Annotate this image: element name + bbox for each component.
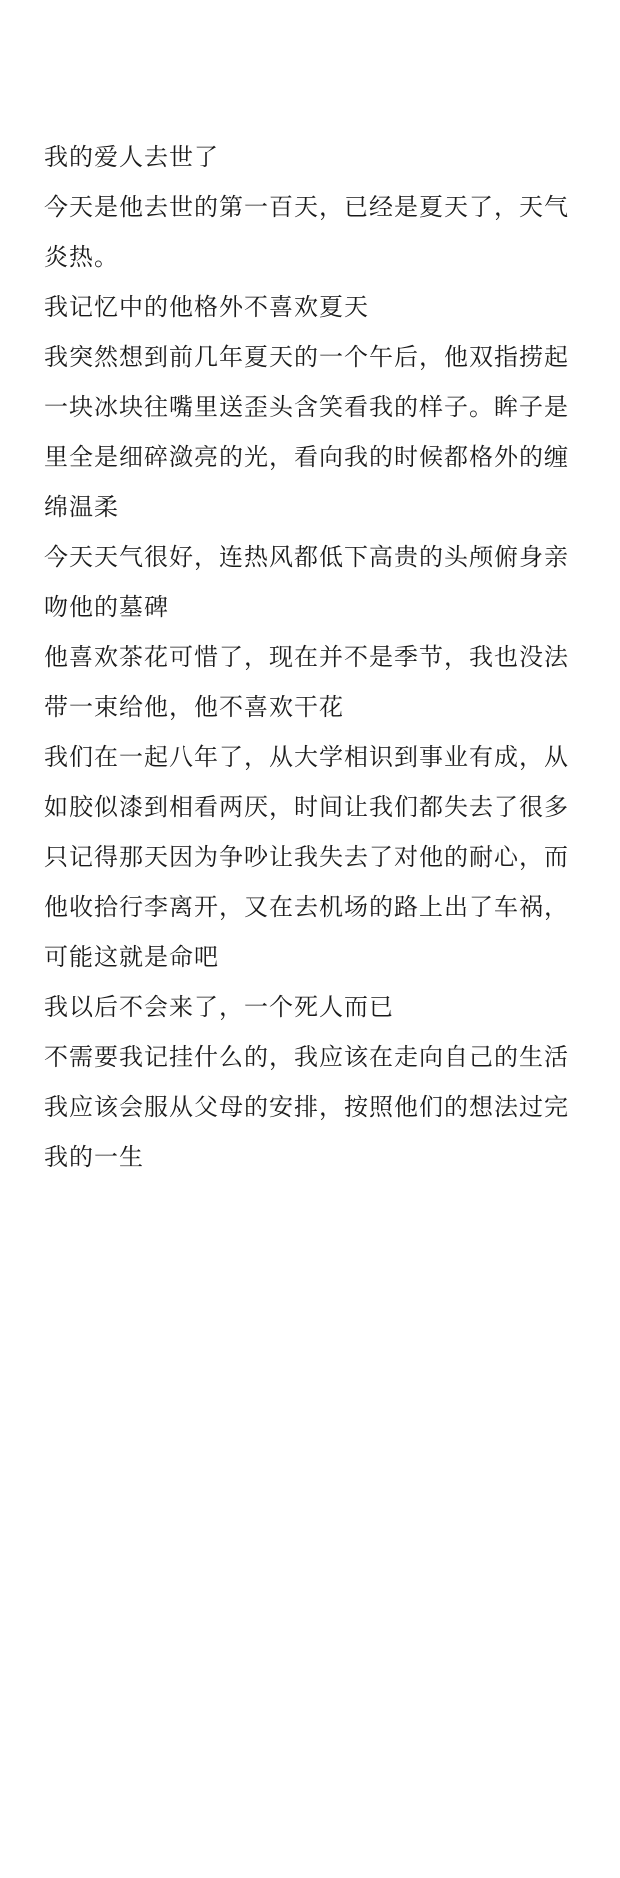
paragraph: 我记忆中的他格外不喜欢夏天 [44, 293, 369, 321]
paragraph: 今天天气很好，连热风都低下高贵的头颅俯身亲吻他的墓碑 [44, 543, 569, 621]
note-text [44, 132, 576, 1182]
paragraph: 今天是他去世的第一百天，已经是夏天了，天气炎热。 [44, 193, 569, 271]
paragraph: 我突然想到前几年夏天的一个午后，他双指捞起一块冰块往嘴里送歪头含笑看我的样子。眸子是里全是细碎潋亮的光，看向我的时候都格外的缠绵温柔 [44, 343, 569, 521]
paragraph: 他喜欢茶花可惜了，现在并不是季节，我也没法带一束给他，他不喜欢干花 [44, 643, 569, 721]
paragraph: 不需要我记挂什么的，我应该在走向自己的生活 [44, 1043, 569, 1071]
paragraph: 我应该会服从父母的安排，按照他们的想法过完我的一生 [44, 1093, 569, 1171]
paragraph: 只记得那天因为争吵让我失去了对他的耐心，而他收拾行李离开，又在去机场的路上出了车祸，可能这就是命吧 [44, 843, 569, 971]
paragraph: 我们在一起八年了，从大学相识到事业有成，从如胶似漆到相看两厌，时间让我们都失去了很多 [44, 743, 569, 821]
paragraph: 我以后不会来了，一个死人而已 [44, 993, 394, 1021]
paragraph: 我的爱人去世了 [44, 143, 219, 171]
